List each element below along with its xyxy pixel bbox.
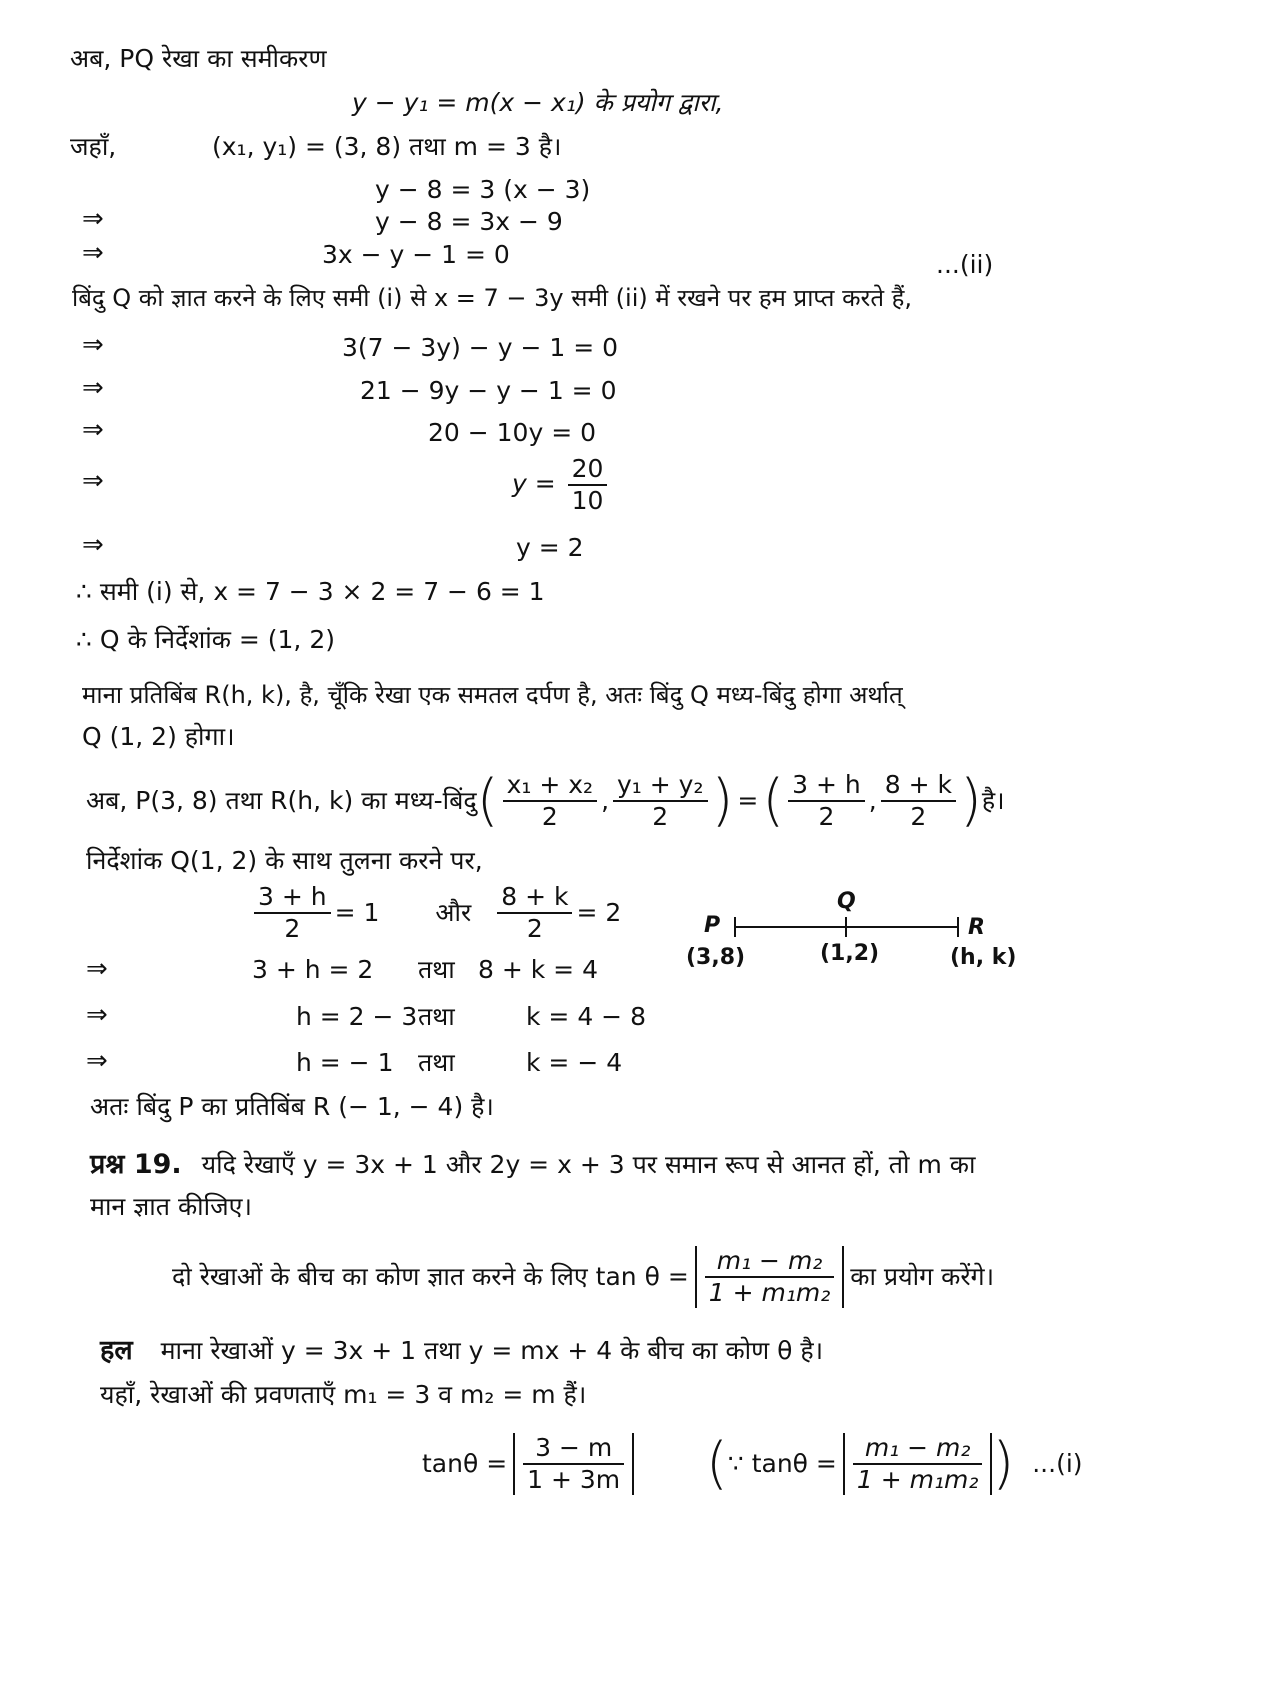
fraction-numerator: m₁ − m₂ bbox=[705, 1246, 835, 1278]
tan-equation bbox=[422, 1424, 634, 1504]
hint-suffix: का प्रयोग करेंगे। bbox=[850, 1262, 995, 1291]
fraction bbox=[503, 770, 597, 832]
equation-line: 3 + h = 2 bbox=[252, 955, 374, 984]
implies-symbol: ⇒ bbox=[86, 954, 108, 984]
fraction-denominator: 2 bbox=[541, 802, 558, 831]
formula-line: y − y₁ = m(x − x₁) के प्रयोग द्वारा, bbox=[352, 88, 724, 117]
equation-rhs: = 2 bbox=[576, 898, 622, 927]
implies-symbol: ⇒ bbox=[86, 1000, 108, 1030]
solution-line bbox=[100, 1336, 823, 1366]
fraction-denominator: 2 bbox=[910, 802, 927, 831]
conjunction: तथा bbox=[418, 1048, 455, 1077]
fraction-numerator: y₁ + y₂ bbox=[613, 770, 707, 802]
close-paren: ) bbox=[959, 768, 982, 833]
fraction-numerator: x₁ + x₂ bbox=[503, 770, 597, 802]
implies-symbol: ⇒ bbox=[82, 415, 104, 445]
hint-line bbox=[172, 1238, 994, 1316]
point-p-label: P bbox=[704, 913, 721, 938]
midpoint-diagram bbox=[680, 885, 1020, 975]
equation-line: y − 8 = 3 (x − 3) bbox=[375, 175, 591, 204]
implies-symbol: ⇒ bbox=[82, 204, 104, 234]
fraction-denominator: 1 + 3m bbox=[527, 1465, 621, 1494]
fraction bbox=[497, 882, 572, 944]
question-line bbox=[90, 1150, 975, 1180]
close-paren: ) bbox=[711, 768, 734, 833]
implies-symbol: ⇒ bbox=[86, 1046, 108, 1076]
fraction-denominator: 1 + m₁m₂ bbox=[856, 1465, 979, 1494]
fraction bbox=[881, 770, 956, 832]
solution-line-2: यहाँ, रेखाओं की प्रवणताएँ m₁ = 3 व m₂ = m हैं। bbox=[100, 1380, 587, 1409]
fraction-numerator: m₁ − m₂ bbox=[853, 1433, 983, 1465]
fraction bbox=[613, 770, 707, 832]
fraction-numerator: 3 + h bbox=[254, 882, 331, 914]
equation-line: 20 − 10y = 0 bbox=[428, 418, 597, 447]
equation-line: 3x − y − 1 = 0 bbox=[322, 240, 510, 269]
fraction bbox=[568, 454, 608, 516]
equation-line: 3(7 − 3y) − y − 1 = 0 bbox=[342, 333, 618, 362]
point-q-label: Q bbox=[837, 889, 856, 914]
text-line: निर्देशांक Q(1, 2) के साथ तुलना करने पर, bbox=[86, 846, 483, 875]
equation-line: k = 4 − 8 bbox=[526, 1002, 646, 1031]
close-paren: ) bbox=[992, 1431, 1015, 1496]
text-line: ∴ Q के निर्देशांक = (1, 2) bbox=[76, 625, 335, 654]
solution-label: हल bbox=[100, 1335, 133, 1366]
equation-ref: ...(i) bbox=[1032, 1449, 1083, 1478]
question-label: प्रश्न 19. bbox=[90, 1149, 182, 1180]
fraction-numerator: 8 + k bbox=[881, 770, 956, 802]
question-line-2: मान ज्ञात कीजिए। bbox=[90, 1192, 252, 1221]
implies-symbol: ⇒ bbox=[82, 530, 104, 560]
text-line: बिंदु Q को ज्ञात करने के लिए समी (i) से x = 7 − 3y समी (ii) में रखने पर हम प्राप्त करते हैं, bbox=[72, 284, 913, 312]
equation-line: y = 2 bbox=[516, 533, 584, 562]
fraction bbox=[523, 1433, 624, 1495]
where-label: जहाँ, bbox=[70, 132, 117, 161]
equation-line: h = − 1 bbox=[296, 1048, 394, 1077]
equation-line: y − 8 = 3x − 9 bbox=[375, 207, 563, 236]
equation-ref: ...(ii) bbox=[936, 250, 994, 279]
point-q-coord: (1,2) bbox=[820, 941, 880, 966]
tan-lhs: tanθ = bbox=[422, 1449, 508, 1478]
fraction-denominator: 2 bbox=[652, 802, 669, 831]
fraction-denominator: 2 bbox=[818, 802, 835, 831]
text-line: अब, PQ रेखा का समीकरण bbox=[70, 44, 327, 73]
fraction-denominator: 2 bbox=[526, 914, 543, 943]
point-r-coord: (h, k) bbox=[950, 945, 1017, 970]
fraction bbox=[853, 1433, 983, 1495]
formula-line: (x₁, y₁) = (3, 8) तथा m = 3 है। bbox=[212, 132, 562, 161]
conjunction: तथा bbox=[418, 955, 455, 984]
conjunction: तथा bbox=[418, 1002, 455, 1031]
text-line: माना प्रतिबिंब R(h, k), है, चूँकि रेखा एक समतल दर्पण है, अतः बिंदु Q मध्य-बिंदु होगा अर्थात् bbox=[82, 681, 903, 709]
open-paren: ( bbox=[706, 1431, 728, 1496]
absolute-value bbox=[843, 1433, 993, 1495]
equation-line: 21 − 9y − y − 1 = 0 bbox=[360, 376, 617, 405]
fraction-equation bbox=[512, 454, 611, 516]
midpoint-formula: अब, P(3, 8) तथा R(h, k) का मध्य-बिंदु ( $\frac{\text{x₁ + x₂}}{2}$ , $\frac{\text{y₁ + y₂}}{2}$ ) = ( $\frac{3 + h}{2}$ , $\frac{8 + k}{2}$ ) है। bbox=[86, 768, 1005, 833]
fraction-denominator: 2 bbox=[284, 914, 301, 943]
conjunction: और bbox=[435, 898, 472, 927]
absolute-value bbox=[695, 1246, 845, 1308]
point-r-label: R bbox=[968, 915, 985, 940]
solution-text: माना रेखाओं y = 3x + 1 तथा y = mx + 4 के बीच का कोण θ है। bbox=[160, 1336, 824, 1365]
fraction-numerator: 20 bbox=[568, 454, 608, 486]
implies-symbol: ⇒ bbox=[82, 466, 104, 496]
hint-prefix: दो रेखाओं के बीच का कोण ज्ञात करने के लिए tan θ = bbox=[172, 1262, 689, 1291]
fraction-numerator: 3 − m bbox=[523, 1433, 624, 1465]
fraction-lhs: y = bbox=[512, 469, 556, 498]
implies-symbol: ⇒ bbox=[82, 330, 104, 360]
fraction bbox=[788, 770, 865, 832]
midpoint-suffix: है। bbox=[981, 786, 1005, 815]
point-p-coord: (3,8) bbox=[686, 945, 746, 970]
text-line: Q (1, 2) होगा। bbox=[82, 722, 235, 751]
midpoint-intro: अब, P(3, 8) तथा R(h, k) का मध्य-बिंदु bbox=[86, 786, 477, 815]
question-text: यदि रेखाएँ y = 3x + 1 और 2y = x + 3 पर समान रूप से आनत हों, तो m का bbox=[201, 1150, 976, 1179]
fraction-numerator: 8 + k bbox=[497, 882, 572, 914]
conclusion-line: अतः बिंदु P का प्रतिबिंब R (− 1, − 4) है। bbox=[90, 1092, 494, 1121]
implies-symbol: ⇒ bbox=[82, 373, 104, 403]
equation-rhs: = 1 bbox=[334, 898, 380, 927]
comparison-line bbox=[250, 882, 621, 944]
open-paren: ( bbox=[476, 768, 499, 833]
tan-formula-note bbox=[706, 1424, 1083, 1504]
equation-line: k = − 4 bbox=[526, 1048, 623, 1077]
tan-note-prefix: ∵ tanθ = bbox=[727, 1449, 837, 1478]
fraction-denominator: 10 bbox=[571, 486, 604, 515]
fraction-numerator: 3 + h bbox=[788, 770, 865, 802]
fraction bbox=[254, 882, 331, 944]
text-line: ∴ समी (i) से, x = 7 − 3 × 2 = 7 − 6 = 1 bbox=[76, 577, 545, 606]
equation-line: h = 2 − 3 bbox=[296, 1002, 418, 1031]
fraction bbox=[705, 1246, 835, 1308]
absolute-value bbox=[513, 1433, 634, 1495]
fraction-denominator: 1 + m₁m₂ bbox=[708, 1278, 831, 1307]
equation-line: 8 + k = 4 bbox=[478, 955, 598, 984]
open-paren: ( bbox=[762, 768, 785, 833]
implies-symbol: ⇒ bbox=[82, 238, 104, 268]
